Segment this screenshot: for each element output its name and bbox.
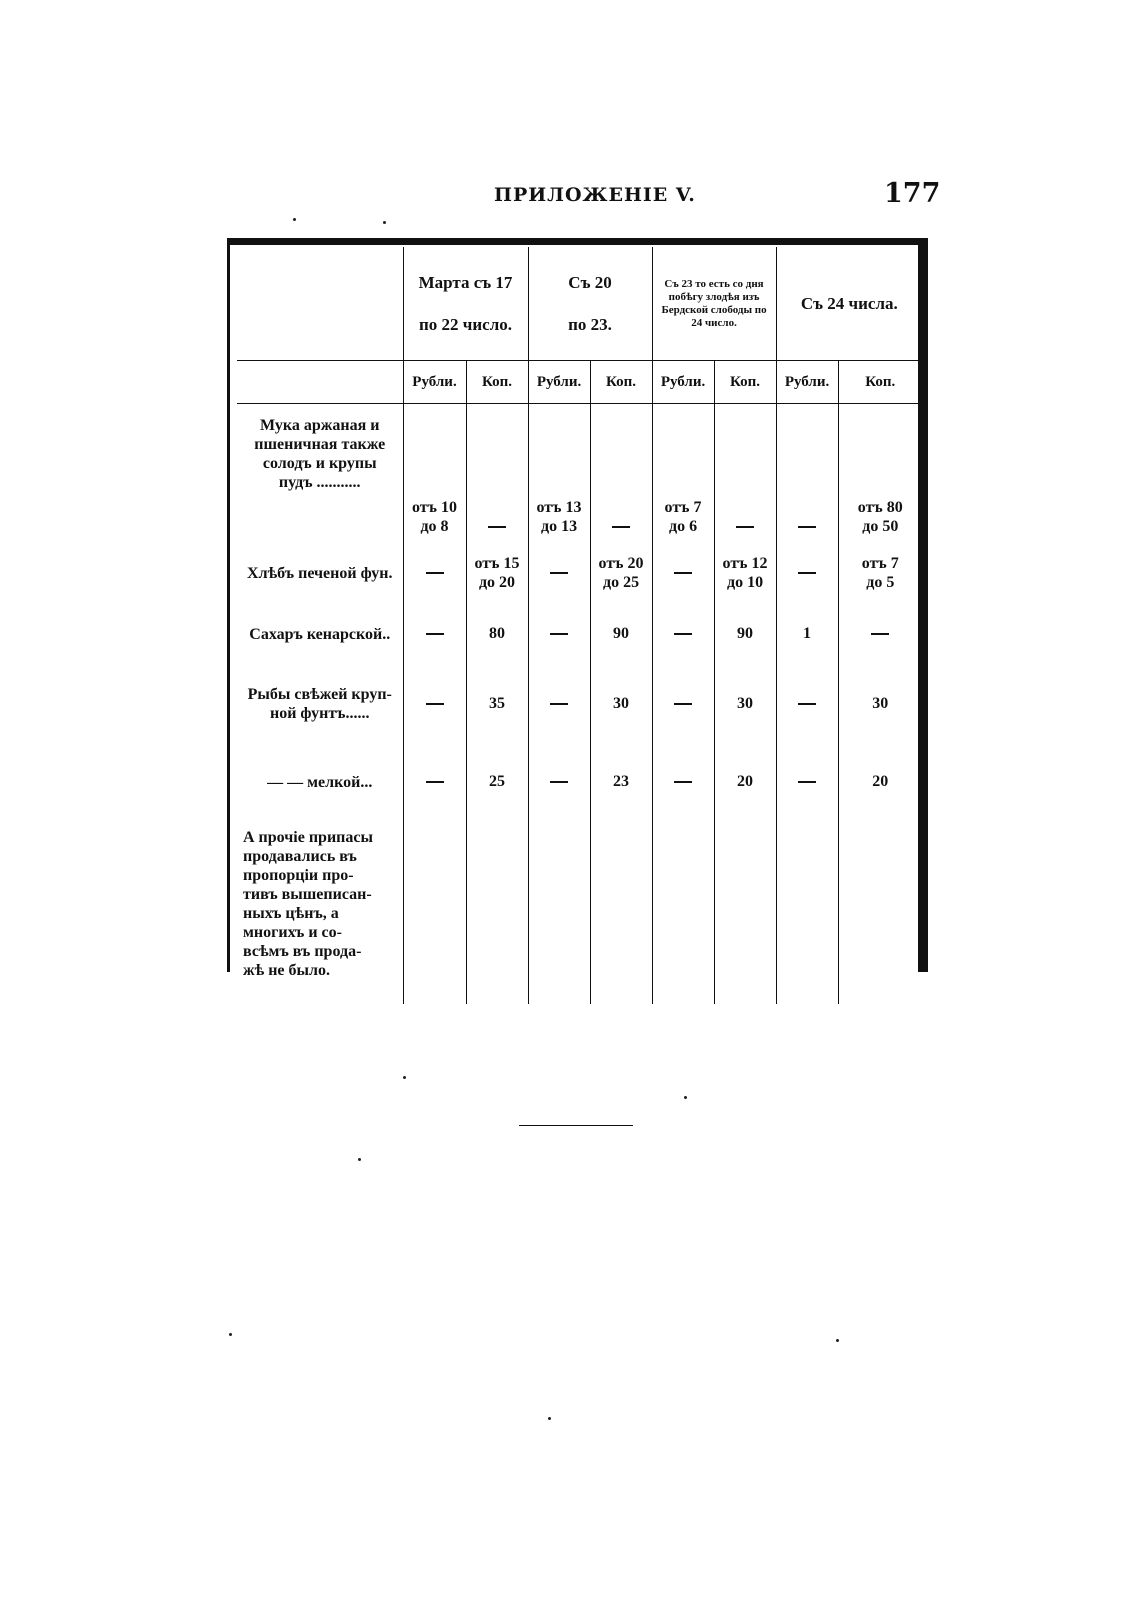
price-cell [466,822,528,1004]
table-row [237,404,922,545]
row-label-line: Сахаръ кенарской.. [249,625,391,643]
price-cell [714,404,776,545]
price-cell: 20 [714,742,776,822]
price-cell [652,742,714,822]
unit-header: Рубли. [652,361,714,404]
price-cell [528,602,590,666]
dash-mark [674,572,692,574]
row-label [237,544,403,602]
corner-cell [237,361,403,404]
price-cell [714,544,776,602]
price-cell [466,404,528,545]
page-number: 177 [884,178,941,209]
page-header [0,178,1140,218]
print-speck [293,218,296,221]
row-label-line: солодъ и крупы [262,455,377,472]
price-cell [652,666,714,742]
price-cell [652,822,714,1004]
period-header [528,247,652,361]
price-cell [403,666,466,742]
range-to: до 5 [866,574,895,591]
price-cell [528,666,590,742]
unit-header: Рубли. [528,361,590,404]
row-label-line: продавались въ [243,848,357,865]
running-head: ПРИЛОЖЕНІЕ V. [494,184,696,206]
price-cell [528,742,590,822]
dash-mark [426,572,444,574]
range-from: отъ 13 [536,499,582,516]
row-label-line: многихъ и со- [243,924,342,941]
print-speck [403,1076,406,1079]
range-from: отъ 7 [861,555,899,572]
price-cell: 25 [466,742,528,822]
unit-header: Коп. [590,361,652,404]
price-cell [528,544,590,602]
row-label-line: всѣмъ въ прода- [243,943,362,960]
period-label: Марта съ 17 [418,272,513,292]
print-speck [229,1333,232,1336]
price-cell [403,602,466,666]
dash-mark [426,633,444,635]
price-cell [590,822,652,1004]
dash-mark [550,781,568,783]
print-speck [383,221,386,224]
row-label [237,404,403,545]
price-cell: 30 [838,666,922,742]
dash-mark [798,781,816,783]
row-label-line: А прочіе припасы [243,829,373,846]
unit-header: Рубли. [776,361,838,404]
print-speck [684,1096,687,1099]
price-cell: 20 [838,742,922,822]
dash-mark [674,633,692,635]
price-cell [838,404,922,545]
range-to: до 8 [420,518,449,535]
price-cell [403,544,466,602]
dash-mark [674,703,692,705]
dash-mark [798,703,816,705]
corner-cell [237,247,403,361]
table-row [237,822,922,1004]
range-to: до 6 [668,518,698,535]
dash-mark [426,781,444,783]
dash-mark [736,526,754,528]
row-label [237,602,403,666]
range-from: отъ 12 [722,555,768,572]
print-speck [836,1339,839,1342]
unit-header: Коп. [466,361,528,404]
row-label-line: Хлѣбъ печеной фун. [247,564,393,582]
price-cell: 1 [776,602,838,666]
range-to: до 10 [726,574,764,591]
dash-mark [798,572,816,574]
table-row [237,666,922,742]
price-cell: 90 [590,602,652,666]
range-to: до 20 [478,574,516,591]
price-cell [403,742,466,822]
price-cell: 80 [466,602,528,666]
closing-rule [519,1125,633,1126]
dash-mark [550,633,568,635]
row-label [237,822,403,1004]
price-cell [838,822,922,1004]
table-row [237,544,922,602]
price-cell [528,822,590,1004]
unit-header: Коп. [714,361,776,404]
row-label-line: пропорціи про- [243,867,354,884]
range-from: отъ 20 [598,555,644,572]
price-cell [776,544,838,602]
price-cell [776,404,838,545]
period-header-row [237,247,922,361]
dash-mark [550,703,568,705]
price-cell [652,404,714,545]
price-cell [776,822,838,1004]
period-header [652,247,776,361]
row-label-line: пудъ ........... [278,474,361,491]
period-label: по 22 число. [419,314,513,334]
table-row [237,742,922,822]
price-cell [838,544,922,602]
period-label: Съ 20 [568,272,612,292]
price-table [237,247,922,1004]
price-cell [528,404,590,545]
price-cell: 35 [466,666,528,742]
price-cell [652,544,714,602]
range-to: до 25 [602,574,640,591]
unit-header-row [237,361,922,404]
price-cell [466,544,528,602]
price-cell [776,666,838,742]
range-to: до 50 [862,518,899,535]
row-label-line: пшеничная также [254,436,386,453]
dash-mark [426,703,444,705]
price-cell: 30 [590,666,652,742]
range-from: отъ 15 [474,555,520,572]
period-label: Съ 23 то есть со дня побѣгу злодѣя изъ Бердской слободы по 24 число. [661,277,767,329]
price-cell: 90 [714,602,776,666]
price-cell [403,404,466,545]
period-label: Съ 24 числа. [800,293,898,313]
period-label: по 23. [568,314,612,334]
price-cell: 23 [590,742,652,822]
dash-mark [674,781,692,783]
dash-mark [488,526,506,528]
price-cell [403,822,466,1004]
row-label-line: — — мелкой... [267,773,373,791]
dash-mark [871,633,889,635]
price-cell [838,602,922,666]
row-label-line: ныхъ цѣнъ, а [243,905,339,922]
price-cell [590,544,652,602]
dash-mark [550,572,568,574]
range-from: отъ 80 [857,499,903,516]
price-cell [776,742,838,822]
range-from: отъ 10 [412,499,457,516]
price-cell: 30 [714,666,776,742]
range-from: отъ 7 [664,499,702,516]
period-header [403,247,528,361]
range-to: до 13 [540,518,578,535]
row-label-line: жѣ не было. [243,962,330,979]
print-speck [358,1158,361,1161]
print-speck [548,1417,551,1420]
period-header [776,247,922,361]
row-label-line: Рыбы свѣжей круп- [247,686,392,703]
price-cell [652,602,714,666]
price-cell [714,822,776,1004]
price-cell [590,404,652,545]
row-label-line: Мука аржаная и [260,417,380,434]
unit-header: Коп. [838,361,922,404]
row-label [237,666,403,742]
row-label-line: ной фунтъ...... [269,705,370,722]
dash-mark [612,526,630,528]
row-label [237,742,403,822]
dash-mark [798,526,816,528]
table-row [237,602,922,666]
unit-header: Рубли. [403,361,466,404]
row-label-line: тивъ вышеписан- [243,886,372,903]
